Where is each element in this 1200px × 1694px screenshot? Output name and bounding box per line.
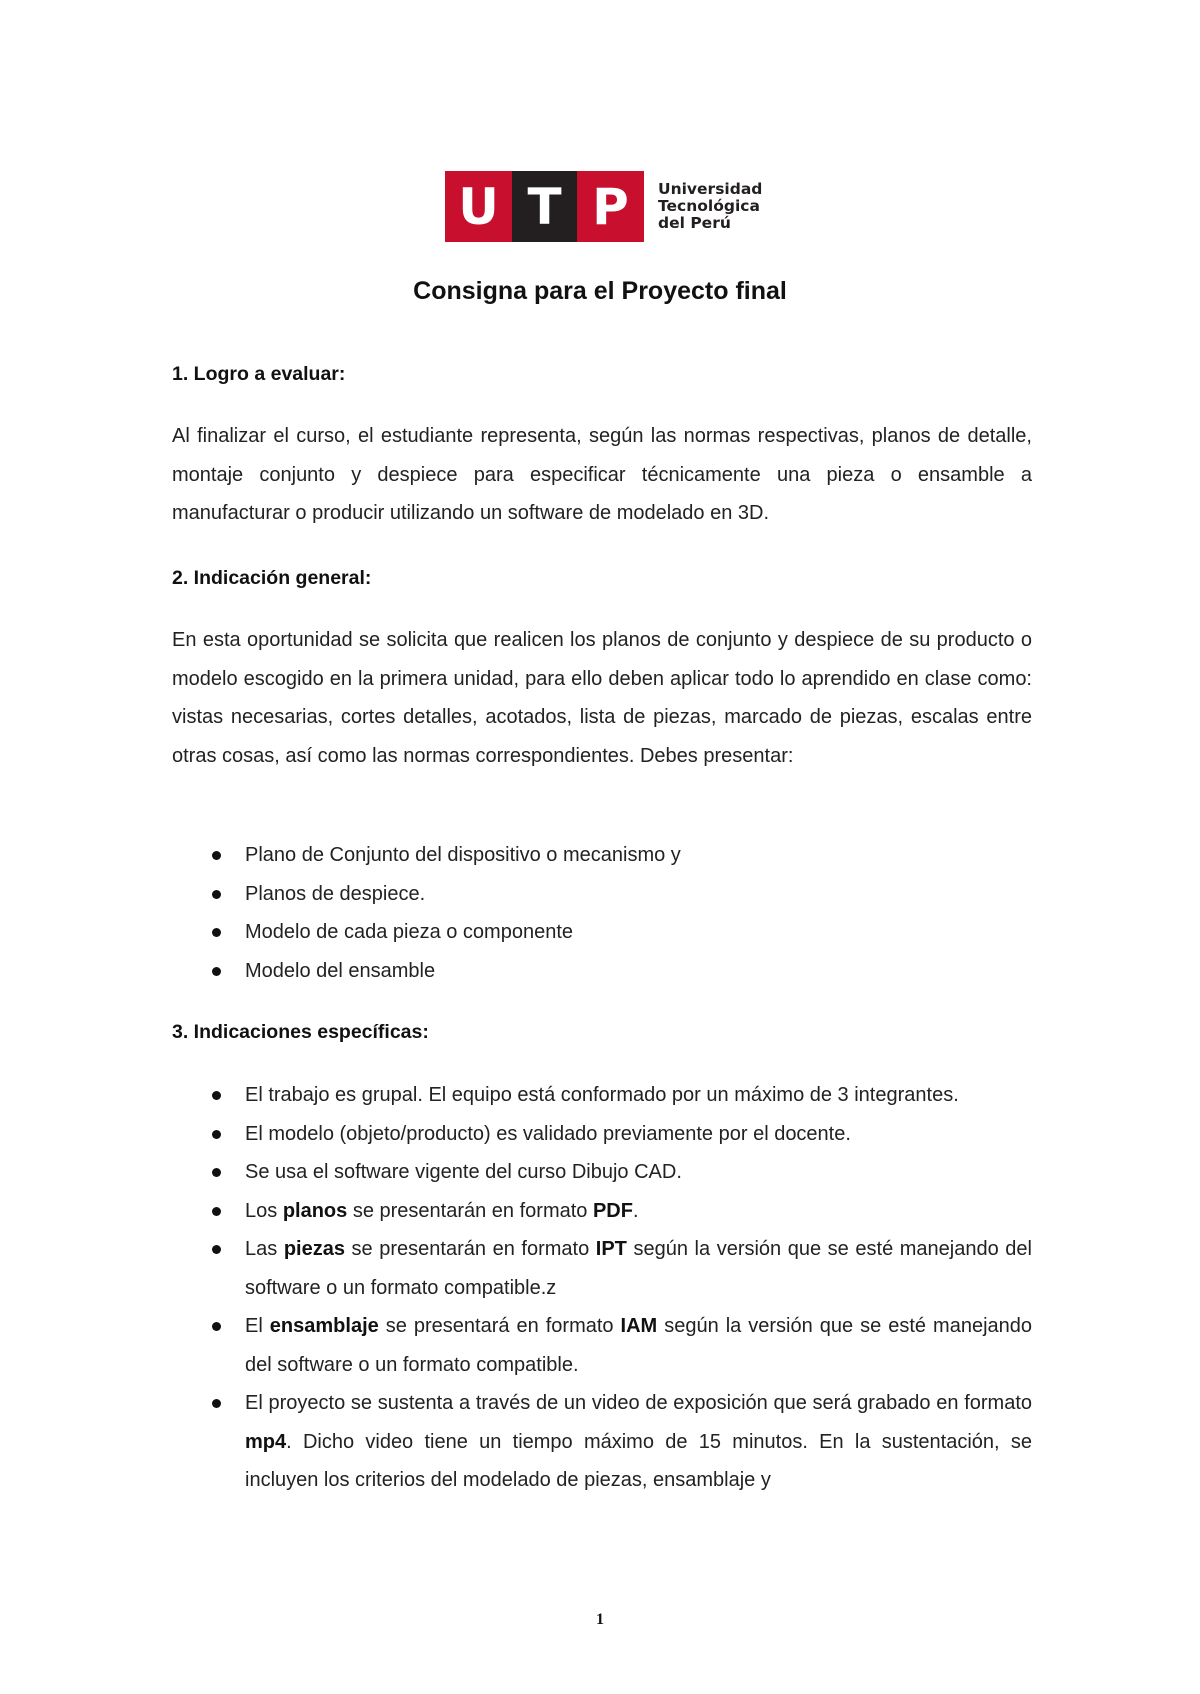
logo-letter-p: P [577,171,644,242]
logo-letter-u: U [445,171,512,242]
logo-name-line: Tecnológica [658,197,760,215]
bullet-icon [212,928,221,937]
bullet-icon [212,890,221,899]
list-item: Modelo del ensamble [172,952,1032,991]
section-1-heading: 1. Logro a evaluar: [172,363,346,385]
bullet-icon [212,851,221,860]
section-1-paragraph: Al finalizar el curso, el estudiante representa, según las normas respectivas, planos de detalle, montaje conjunto y despiece para especificar técnicamente una pieza o ensamble a manufacturar o producir utilizando un software de modelado en 3D. [172,425,1032,524]
utp-logo-mark [445,171,644,242]
bullet-icon [212,1207,221,1216]
bullet-icon [212,1168,221,1177]
list-item: Los planos se presentarán en formato PDF. [172,1192,1032,1231]
document-title: Consigna para el Proyecto final [413,277,787,305]
bullet-icon [212,967,221,976]
list-item: El ensamblaje se presentará en formato IAM según la versión que se esté manejando del software o un formato compatible. [172,1307,1032,1384]
list-item: Plano de Conjunto del dispositivo o mecanismo y [172,836,1032,875]
logo-letter-t: T [512,171,577,242]
logo-name-line: del Perú [658,214,731,232]
list-item: El trabajo es grupal. El equipo está conformado por un máximo de 3 integrantes. [172,1076,1032,1115]
section-2-heading: 2. Indicación general: [172,567,372,589]
list-item: Las piezas se presentarán en formato IPT según la versión que se esté manejando del software o un formato compatible.z [172,1230,1032,1307]
section-3-heading: 3. Indicaciones específicas: [172,1021,429,1043]
page-number: 1 [596,1611,604,1628]
bullet-icon [212,1322,221,1331]
utp-logo [445,171,762,242]
logo-university-name [658,181,762,232]
deliverables-list [172,836,1032,990]
bullet-icon [212,1245,221,1254]
section-2-paragraph: En esta oportunidad se solicita que realicen los planos de conjunto y despiece de su producto o modelo escogido en la primera unidad, para ello deben aplicar todo lo aprendido en clase como: vistas necesarias, cortes detalles, acotados, lista de piezas, marcado de piezas, escalas entre otras cosas, así como las normas correspondientes. Debes presentar: [172,629,1032,767]
list-item: El modelo (objeto/producto) es validado previamente por el docente. [172,1115,1032,1154]
list-item: Se usa el software vigente del curso Dibujo CAD. [172,1153,1032,1192]
list-item: Planos de despiece. [172,875,1032,914]
logo-name-line: Universidad [658,180,763,198]
specific-indications-list [172,1076,1032,1500]
list-item: El proyecto se sustenta a través de un video de exposición que será grabado en formato mp4. Dicho video tiene un tiempo máximo de 15 minutos. En la sustentación, se incluyen los criterios del modelado de piezas, ensamblaje y [172,1384,1032,1500]
bullet-icon [212,1130,221,1139]
bullet-icon [212,1399,221,1408]
list-item: Modelo de cada pieza o componente [172,913,1032,952]
bullet-icon [212,1091,221,1100]
